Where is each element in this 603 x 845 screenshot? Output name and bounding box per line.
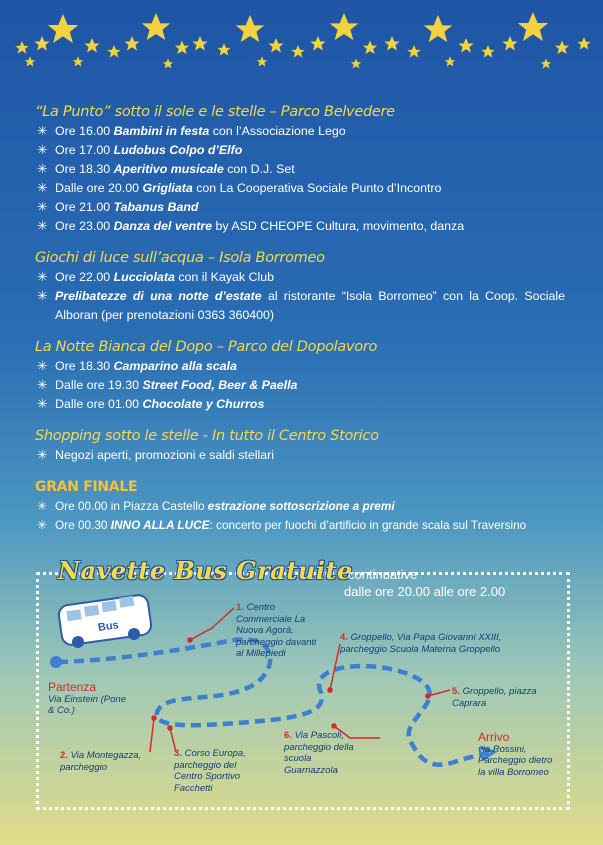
section-title: GRAN FINALE: [35, 479, 138, 495]
asterisk-icon: ✳: [37, 378, 48, 392]
list-item: ✳ Ore 22.00 Lucciolata con il Kayak Club: [35, 268, 565, 287]
list-item: ✳ Negozi aperti, promozioni e saldi stellari: [35, 446, 565, 465]
stop-4: 4. Groppello, Via Papa Giovanni XXIII, parcheggio Scuola Materna Groppello: [340, 632, 502, 655]
list-item: ✳ Ore 00.30 INNO ALLA LUCE: concerto per fuochi d’artificio in grande scala sul Traversino: [35, 516, 565, 535]
bus-schedule: continuative dalle ore 20.00 alle ore 2.00: [344, 567, 506, 599]
section-title: “La Punto” sotto il sole e le stelle – Parco Belvedere: [35, 104, 395, 120]
bus-title: Navette Bus Gratuite: [58, 556, 353, 585]
asterisk-icon: ✳: [37, 289, 48, 303]
asterisk-icon: ✳: [37, 181, 48, 195]
list-item: ✳ Ore 23.00 Danza del ventre by ASD CHEOPE Cultura, movimento, danza: [35, 217, 565, 236]
list-item: ✳ Ore 16.00 Bambini in festa con l’Associazione Lego: [35, 122, 565, 141]
section-title: Giochi di luce sull’acqua – Isola Borromeo: [35, 250, 325, 266]
asterisk-icon: ✳: [37, 219, 48, 233]
asterisk-icon: ✳: [37, 359, 48, 373]
stop-2: 2. Via Montegazza, parcheggio: [60, 750, 142, 773]
asterisk-icon: ✳: [37, 124, 48, 138]
asterisk-icon: ✳: [37, 162, 48, 176]
asterisk-icon: ✳: [37, 200, 48, 214]
stop-5: 5. Groppello, piazza Caprara: [452, 686, 537, 709]
asterisk-icon: ✳: [37, 499, 47, 513]
list-item: ✳ Ore 21.00 Tabanus Band: [35, 198, 565, 217]
asterisk-icon: ✳: [37, 397, 48, 411]
list-item: ✳ Ore 00.00 in Piazza Castello estrazione sottoscrizione a premi: [35, 497, 565, 516]
arrivo: Arrivo via Rossini, Parcheggio dietro la villa Borromeo: [478, 730, 553, 778]
stop-1: 1. Centro Commerciale La Nuova Agorà, parcheggio davanti al Millepiedi: [236, 602, 317, 659]
section-title: Shopping sotto le stelle - In tutto il Centro Storico: [35, 428, 379, 444]
list-item: ✳ Ore 18.30 Aperitivo musicale con D.J. Set: [35, 160, 565, 179]
list-item: ✳ Dalle ore 19.30 Street Food, Beer & Paella: [35, 376, 565, 395]
stop-3: 3. Corso Europa, parcheggio del Centro Sportivo Facchetti: [174, 748, 246, 794]
list-item: ✳ Ore 18.30 Camparino alla scala: [35, 357, 565, 376]
asterisk-icon: ✳: [37, 270, 48, 284]
partenza: Partenza Via Einstein (Pone & Co.): [48, 680, 126, 716]
asterisk-icon: ✳: [37, 143, 48, 157]
list-item: ✳ Ore 17.00 Ludobus Colpo d’Elfo: [35, 141, 565, 160]
section-title: La Notte Bianca del Dopo – Parco del Dopolavoro: [35, 339, 378, 355]
asterisk-icon: ✳: [37, 518, 47, 532]
bus-label: Bus: [97, 619, 120, 634]
list-item: ✳ Prelibatezze di una notte d’estate al ristorante “Isola Borromeo” con la Coop. Sociale Alboran (per prenotazioni 0363 360400): [37, 289, 565, 322]
list-item: ✳ Dalle ore 20.00 Grigliata con La Cooperativa Sociale Punto d’Incontro: [35, 179, 565, 198]
asterisk-icon: ✳: [37, 448, 48, 462]
stop-6: 6. Via Pascoli, parcheggio della scuola Guarnazzola: [284, 730, 354, 776]
list-item: ✳ Dalle ore 01.00 Chocolate y Churros: [35, 395, 565, 414]
